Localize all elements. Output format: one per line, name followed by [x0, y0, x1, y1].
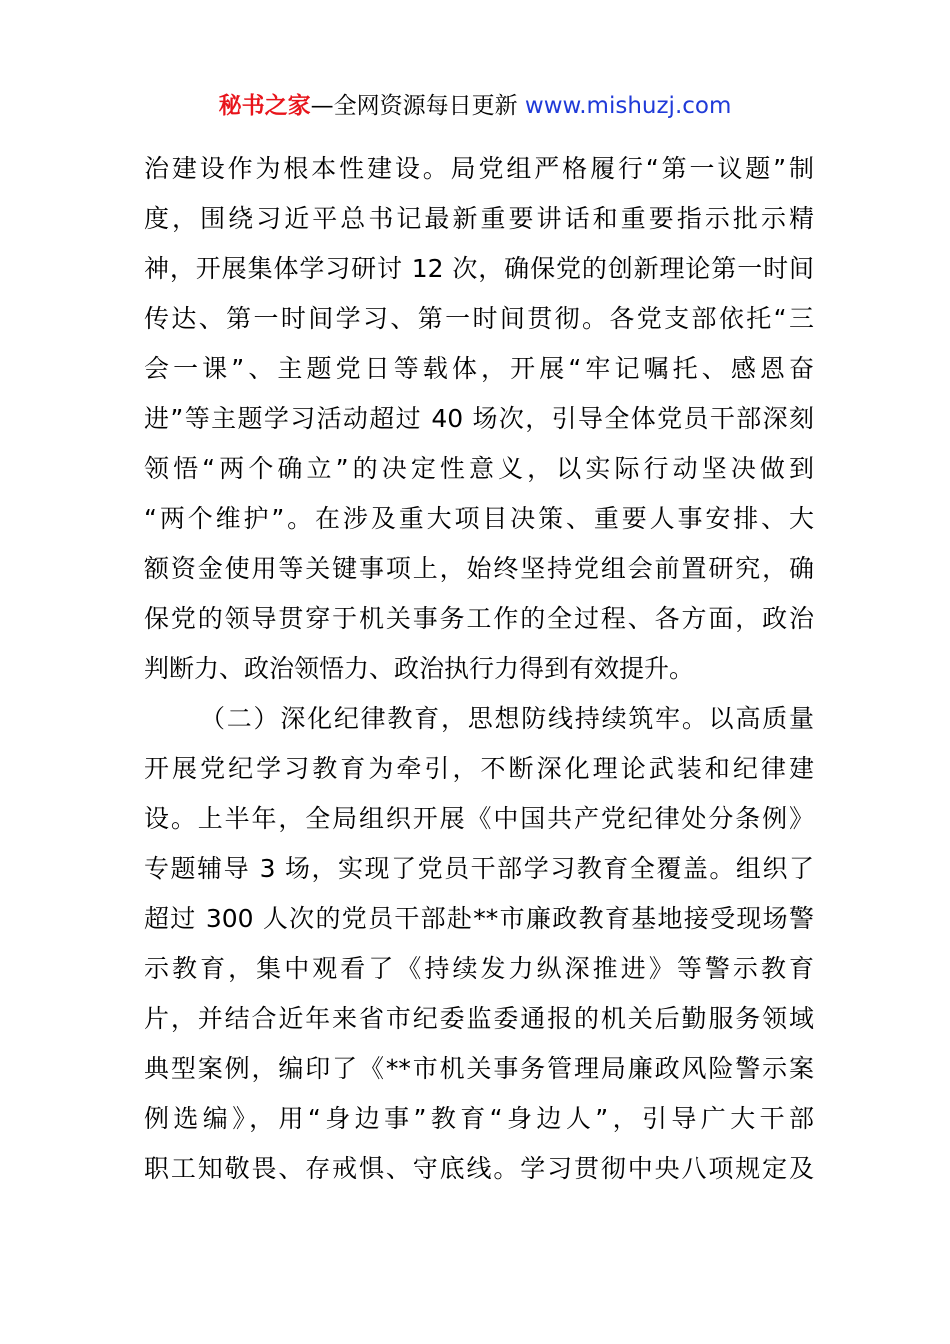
body-line: 会一课”、主题党日等载体，开展“牢记嘱托、感恩奋 [144, 354, 814, 383]
body-line: 片，并结合近年来省市纪委监委通报的机关后勤服务领域 [144, 1004, 814, 1033]
body-line: “两个维护”。在涉及重大项目决策、重要人事安排、大 [144, 504, 814, 533]
body-line: 进”等主题学习活动超过 40 场次，引导全体党员干部深刻 [144, 404, 814, 433]
body-line: 传达、第一时间学习、第一时间贯彻。各党支部依托“三 [144, 304, 814, 333]
body-line: 开展党纪学习教育为牵引，不断深化理论武装和纪律建 [144, 754, 814, 783]
body-line: 设。上半年，全局组织开展《中国共产党纪律处分条例》 [144, 804, 814, 833]
paragraph-end-line: 判断力、政治领悟力、政治执行力得到有效提升。 [144, 654, 695, 683]
body-line: 专题辅导 3 场，实现了党员干部学习教育全覆盖。组织了 [144, 854, 814, 883]
body-line: 保党的领导贯穿于机关事务工作的全过程、各方面，政治 [144, 604, 814, 633]
body-line: 治建设作为根本性建设。局党组严格履行“第一议题”制 [144, 154, 814, 183]
watermark-header [0, 86, 950, 126]
section-heading-line: （二）深化纪律教育，思想防线持续筑牢。以高质量 [200, 704, 814, 733]
body-line: 例选编》，用“身边事”教育“身边人”，引导广大干部 [144, 1104, 814, 1133]
body-line: 额资金使用等关键事项上，始终坚持党组会前置研究，确 [144, 554, 814, 583]
header-tagline: —全网资源每日更新 [310, 93, 525, 119]
brand-name: 秘书之家 [218, 93, 311, 119]
body-line: 职工知敬畏、存戒惧、守底线。学习贯彻中央八项规定及 [144, 1154, 814, 1183]
body-line: 超过 300 人次的党员干部赴**市廉政教育基地接受现场警 [144, 904, 814, 933]
body-line: 神，开展集体学习研讨 12 次，确保党的创新理论第一时间 [144, 254, 814, 283]
body-line: 示教育，集中观看了《持续发力纵深推进》等警示教育 [144, 954, 814, 983]
body-line: 度，围绕习近平总书记最新重要讲话和重要指示批示精 [144, 204, 814, 233]
header-url: www.mishuzj.com [524, 93, 732, 119]
document-body [144, 144, 814, 1194]
body-line: 典型案例，编印了《**市机关事务管理局廉政风险警示案 [144, 1054, 814, 1083]
body-line: 领悟“两个确立”的决定性意义，以实际行动坚决做到 [144, 454, 814, 483]
